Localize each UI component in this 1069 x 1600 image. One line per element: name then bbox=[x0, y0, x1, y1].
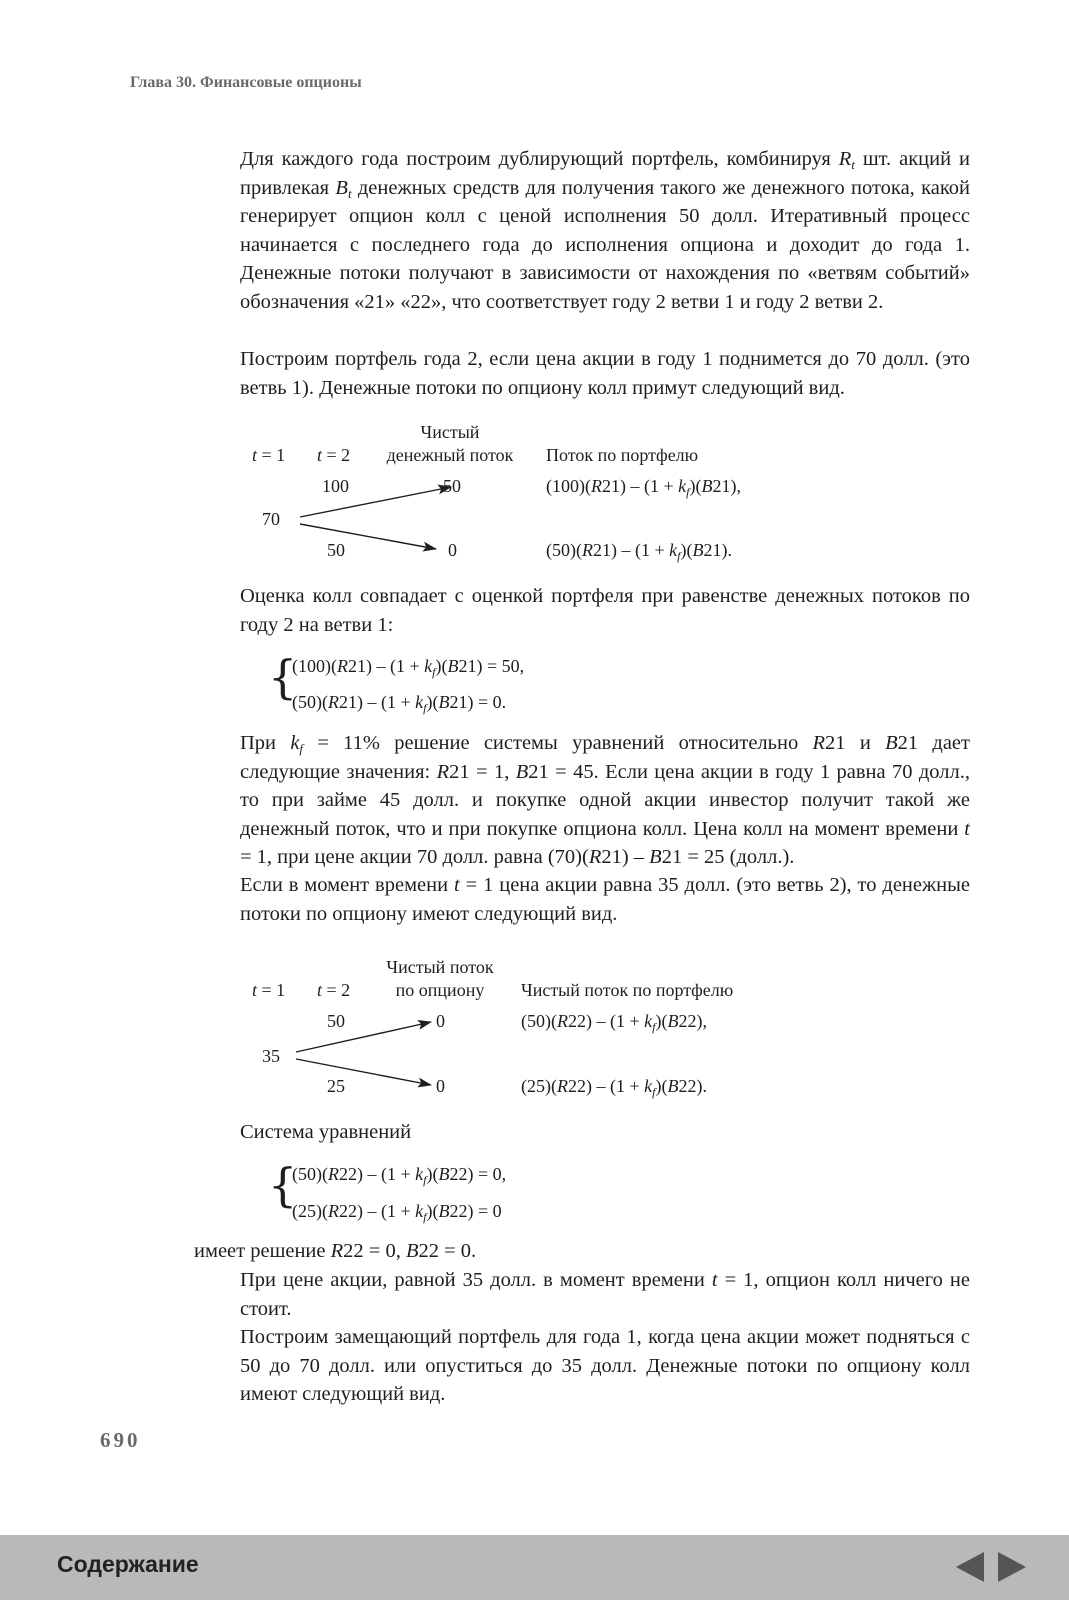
tree1-col4-header: Поток по портфелю bbox=[546, 445, 699, 465]
paragraph-intro: Для каждого года построим дублирующий портфель, комбинируя $R_t$ шт. акций и привлекая $B_t$ денежных средств для получения такого же денежного потока, какой генерирует опцион колл с ценой исполнения 50 долл. Итеративный процесс начинается с последнего года до исполнения опциона и доходит до года 1. Денежные потоки получают в зависимости от нахождения по «ветвям событий» обозначения «21» «22», что соответствует году 2 ветви 1 и году 2 ветви 2. bbox=[240, 148, 970, 313]
tree1-down-arrow bbox=[300, 524, 436, 549]
tree2-down-cashflow: 0 bbox=[436, 1076, 445, 1096]
paragraph-branch2-setup: Если в момент времени t = 1 цена акции равна 35 долл. (это ветвь 2), то денежные потоки по опциону имеют следующий вид. bbox=[240, 874, 970, 925]
paragraph-branch2-solution: имеет решение R22 = 0, B22 = 0. bbox=[194, 1240, 477, 1262]
paragraph-branch1-equality: Оценка колл совпадает с оценкой портфеля при равенстве денежных потоков по году 2 на ветви 1: bbox=[240, 585, 970, 636]
tree2-down-formula: $(25)(R22) - (1 + k_f)(B22)$. bbox=[521, 1076, 707, 1099]
table-of-contents-link[interactable]: Содержание bbox=[57, 1551, 199, 1577]
triangle-right-icon[interactable] bbox=[996, 1551, 1028, 1583]
tree2-col3-header-line1: Чистый поток bbox=[386, 957, 494, 977]
paragraph-system-label: Система уравнений bbox=[240, 1121, 412, 1143]
tree1-col3-header-line2: денежный поток bbox=[386, 445, 514, 465]
tree2-up-cashflow: 0 bbox=[436, 1011, 445, 1031]
tree1-down-cashflow: 0 bbox=[448, 540, 457, 560]
paragraph-branch1-setup: Построим портфель года 2, если цена акции в году 1 поднимется до 70 долл. (это ветвь 1). Денежные потоки по опциону колл примут следующий вид. bbox=[240, 348, 970, 399]
tree1-up-formula: $(100)(R21) - (1 + k_f)(B21)$, bbox=[546, 476, 741, 499]
tree2-up-price: 50 bbox=[327, 1011, 345, 1031]
tree2-root-price: 35 bbox=[262, 1046, 280, 1066]
system2-equation-2: $(25)(R22) - (1 + k_f)(B22) = 0$ bbox=[292, 1201, 502, 1224]
tree2-col3-header-line2: по опциону bbox=[395, 980, 485, 1000]
system1-equation-2: $(50)(R21) - (1 + k_f)(B21) = 0$. bbox=[292, 692, 507, 715]
paragraph-year1-setup: Построим замещающий портфель для года 1, когда цена акции может подняться с 50 до 70 долл. или опуститься до 35 долл. Денежные потоки по опциону колл имеют следующий вид. bbox=[240, 1326, 970, 1405]
tree2-header-t2: t = 2 bbox=[317, 980, 351, 1000]
running-head: Глава 30. Финансовые опционы bbox=[130, 74, 362, 91]
left-brace: { bbox=[268, 1158, 298, 1212]
tree1-up-price: 100 bbox=[322, 476, 349, 496]
tree2-down-arrow bbox=[296, 1059, 431, 1085]
system2-equation-1: $(50)(R22) - (1 + k_f)(B22) = 0$, bbox=[292, 1164, 507, 1187]
tree1-root-price: 70 bbox=[262, 509, 280, 529]
footer-nav-bar bbox=[0, 1535, 1069, 1600]
tree2-col4-header: Чистый поток по портфелю bbox=[521, 980, 734, 1000]
tree2-up-arrow bbox=[296, 1022, 431, 1052]
tree2-header-t1: t = 1 bbox=[252, 980, 286, 1000]
tree1-header-t1: t = 1 bbox=[252, 445, 286, 465]
triangle-left-icon[interactable] bbox=[954, 1551, 986, 1583]
tree2-down-price: 25 bbox=[327, 1076, 345, 1096]
tree1-down-price: 50 bbox=[327, 540, 345, 560]
left-brace: { bbox=[268, 650, 298, 704]
page-number: 690 bbox=[100, 1428, 141, 1452]
tree1-up-arrow bbox=[300, 487, 451, 517]
tree2-up-formula: $(50)(R22) - (1 + k_f)(B22)$, bbox=[521, 1011, 707, 1034]
system1-equation-1: $(100)(R21) - (1 + k_f)(B21) = 50$, bbox=[292, 656, 525, 679]
tree1-header-t2: t = 2 bbox=[317, 445, 351, 465]
tree1-up-cashflow: 50 bbox=[443, 476, 461, 496]
tree1-down-formula: $(50)(R21) - (1 + k_f)(B21)$. bbox=[546, 540, 732, 563]
paragraph-branch2-conclusion: При цене акции, равной 35 долл. в момент времени t = 1, опцион колл ничего не стоит. bbox=[240, 1269, 970, 1320]
paragraph-branch1-solution: При $k_f = 11\%$ решение системы уравнений относительно R21 и B21 дает следующие значения: R21 = 1, B21 = 45. Если цена акции в году 1 равна 70 долл., то при займе 45 долл. и покупке одной акции инвестор получит такой же денежный поток, что и при покупке опциона колл. Цена колл на момент времени t = 1, при цене акции 70 долл. равна (70)(R21) – B21 = 25 (долл.). bbox=[240, 732, 970, 868]
tree1-col3-header-line1: Чистый bbox=[420, 422, 480, 442]
